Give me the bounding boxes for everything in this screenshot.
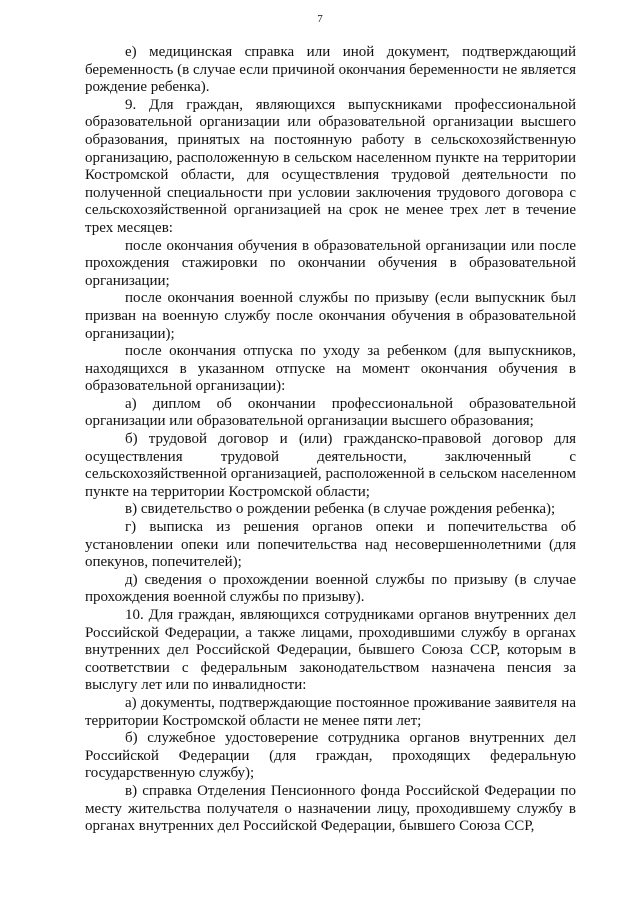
paragraph-item-v-birth-certificate: в) свидетельство о рождении ребенка (в случае рождения ребенка); <box>125 501 556 518</box>
paragraph-item-d-military-info: д) сведения о прохождении военной службы по призыву (в случае прохождения военной службы по призыву). <box>85 571 576 606</box>
paragraph-after-study: после окончания обучения в образовательной организации или после прохождения стажировки по окончании обучения в образовательной организации; <box>85 237 576 289</box>
paragraph-item-a-residence: а) документы, подтверждающие постоянное проживание заявителя на территории Костромской области не менее пяти лет; <box>85 694 576 729</box>
paragraph-item-g-guardianship: г) выписка из решения органов опеки и попечительства об установлении опеки или попечительства над несовершеннолетними (для опекунов, попечителей); <box>85 519 576 571</box>
paragraph-item-v-pension-certificate: в) справка Отделения Пенсионного фонда Российской Федерации по месту жительства получателя о назначении лицу, проходившему службу в органах внутренних дел Российской Федерации, бывшего Союза ССР, <box>85 782 576 835</box>
paragraph-item-e: е) медицинская справка или иной документ, подтверждающий беременность (в случае если причиной окончания беременности не является рождение ребенка). <box>85 44 576 96</box>
paragraph-item-b-contract: б) трудовой договор и (или) гражданско-правовой договор для осуществления трудовой деятельности, заключенный с сельскохозяйственной организацией, расположенной в сельском населенном пункте на территории Костромской области; <box>85 431 576 500</box>
page-number: 7 <box>317 13 323 25</box>
paragraph-after-military-service: после окончания военной службы по призыву (если выпускник был призван на военную службу после окончания обучения в образовательной организации); <box>85 290 576 342</box>
paragraph-after-parental-leave: после окончания отпуска по уходу за ребенком (для выпускников, находящихся в указанном отпуске на момент окончания обучения в образовательной организации): <box>85 343 576 395</box>
paragraph-section-10: 10. Для граждан, являющихся сотрудниками органов внутренних дел Российской Федерации, а также лицами, проходившими службу в органах внутренних дел Российской Федерации, бывшего Союза ССР, которым в соответствии с федеральным законодательством назначена пенсия за выслугу лет или по инвалидности: <box>85 607 576 694</box>
paragraph-item-b-service-id: б) служебное удостоверение сотрудника органов внутренних дел Российской Федерации (для граждан, проходящих федеральную государственную службу); <box>85 730 576 782</box>
document-body <box>85 44 576 836</box>
paragraph-section-9: 9. Для граждан, являющихся выпускниками профессиональной образовательной организации или образовательной организации высшего образования, принятых на постоянную работу в сельскохозяйственную организацию, расположенную в сельском населенном пункте на территории Костромской области, для осуществления трудовой деятельности по полученной специальности при условии заключения трудового договора с сельскохозяйственной организацией на срок не менее трех лет в течение трех месяцев: <box>85 96 576 236</box>
paragraph-item-a-diploma: а) диплом об окончании профессиональной образовательной организации или образовательной организации высшего образования; <box>85 395 576 430</box>
